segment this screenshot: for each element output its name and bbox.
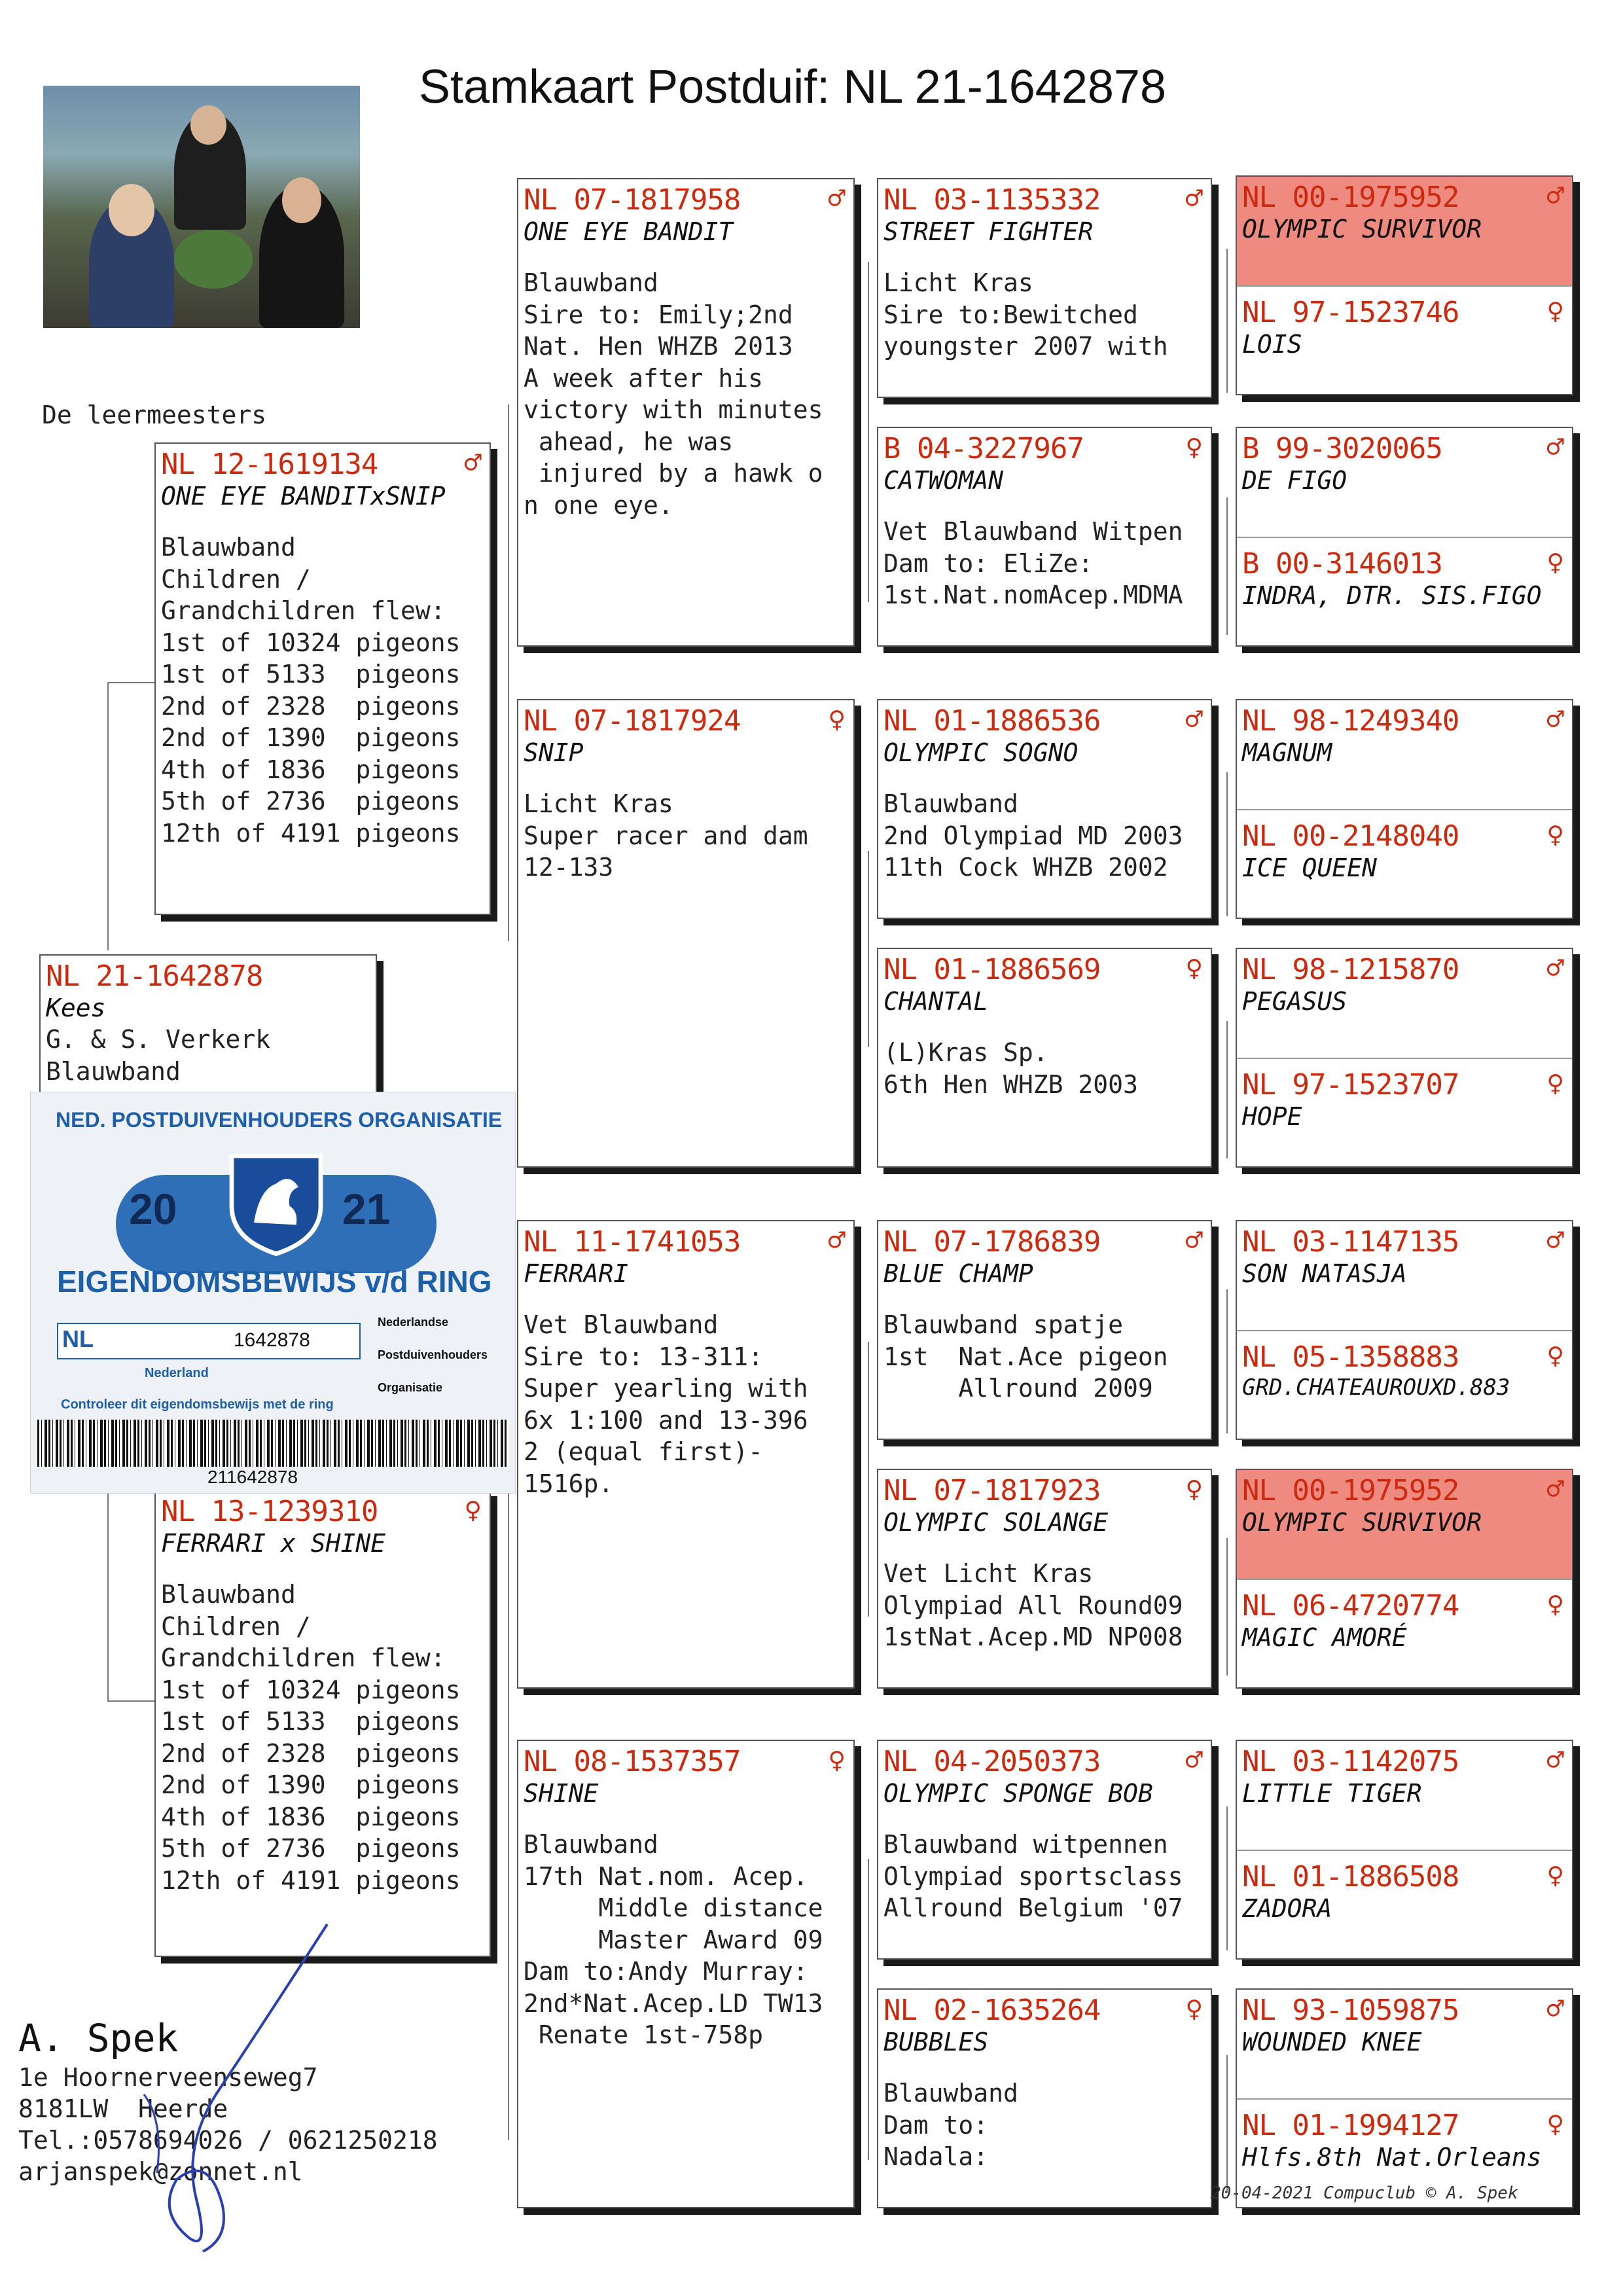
ring-number: NL 93-1059875 — [1242, 1994, 1459, 2027]
gen4-pair-card — [1236, 175, 1573, 395]
certificate-land: Nederland — [145, 1366, 209, 1380]
page-title: Stamkaart Postduif: NL 21-1642878 — [419, 61, 1167, 113]
sire-card — [154, 442, 491, 915]
female-symbol: ♀ — [828, 703, 846, 736]
female-symbol: ♀ — [1546, 818, 1564, 852]
male-symbol: ♂ — [1546, 1744, 1564, 1777]
male-symbol: ♂ — [828, 182, 846, 215]
pigeon-name: MAGIC AMORÉ — [1242, 1623, 1407, 1652]
great-grandparent-card — [877, 427, 1212, 647]
ring-number: NL 01-1994127 — [1242, 2109, 1459, 2142]
male-symbol: ♂ — [1546, 1224, 1564, 1257]
pigeon-name: MAGNUM — [1242, 738, 1332, 767]
barcode-number: 211642878 — [207, 1467, 298, 1487]
pigeon-name: BUBBLES — [883, 2028, 989, 2056]
male-symbol: ♂ — [1546, 179, 1564, 213]
female-symbol: ♀ — [1546, 1067, 1564, 1100]
great-grandparent-card — [877, 1469, 1212, 1689]
dam-name: FERRARI x SHINE — [161, 1529, 386, 1558]
female-symbol: ♀ — [1546, 1859, 1564, 1892]
ring-number: NL 05-1358883 — [1242, 1340, 1459, 1374]
pigeon-notes: (L)Kras Sp. 6th Hen WHZB 2003 — [883, 1038, 1138, 1099]
pigeon-name: Hlfs.8th Nat.Orleans — [1242, 2143, 1542, 2172]
gen4-pair-card — [1236, 1988, 1573, 2208]
footer-credit: 20-04-2021 Compuclub © A. Spek — [1211, 2183, 1518, 2203]
pigeon-notes: Blauwband witpennen Olympiad sportsclass Allround Belgium '07 — [883, 1830, 1183, 1922]
ring-number: NL 01-1886508 — [1242, 1860, 1459, 1893]
owners-photo — [43, 86, 360, 328]
pigeon-name: ICE QUEEN — [1242, 853, 1377, 882]
subject-breeder: G. & S. Verkerk — [46, 1025, 271, 1054]
gen4-pair-card — [1236, 1220, 1573, 1440]
male-symbol: ♂ — [1185, 703, 1203, 736]
female-symbol: ♀ — [1546, 1339, 1564, 1372]
female-symbol: ♀ — [1546, 295, 1564, 328]
ring-number: NL 06-4720774 — [1242, 1589, 1459, 1623]
female-symbol: ♀ — [1546, 546, 1564, 579]
ring-number: NL 07-1817923 — [883, 1474, 1101, 1507]
female-symbol: ♀ — [1185, 1992, 1203, 2026]
subject-ring: NL 21-1642878 — [46, 960, 263, 993]
male-symbol: ♂ — [1546, 952, 1564, 985]
ring-number: NL 11-1741053 — [524, 1225, 741, 1259]
pigeon-name: GRD.CHATEAUROUXD.883 — [1242, 1374, 1510, 1401]
ring-number: NL 03-1135332 — [883, 183, 1101, 217]
pigeon-notes: Vet Blauwband Witpen Dam to: EliZe: 1st.Nat.nomAcep.MDMA — [883, 517, 1183, 609]
female-symbol: ♀ — [464, 1494, 482, 1527]
ring-number: NL 07-1786839 — [883, 1225, 1101, 1259]
pigeon-name: ONE EYE BANDIT — [524, 217, 734, 246]
ring-number: NL 97-1523746 — [1242, 296, 1459, 329]
ring-number: NL 03-1142075 — [1242, 1745, 1459, 1778]
dam-ring: NL 13-1239310 — [161, 1495, 378, 1528]
subject-color: Blauwband — [46, 1056, 181, 1086]
gen4-pair-card — [1236, 948, 1573, 1168]
owner-name: A. Spek — [18, 2016, 179, 2060]
ring-number: NL 00-2148040 — [1242, 819, 1459, 853]
pigeon-notes: Licht Kras Sire to:Bewitched youngster 2007 with — [883, 268, 1168, 361]
certificate-org: NED. POSTDUIVENHOUDERS ORGANISATIE — [56, 1108, 503, 1132]
barcode — [37, 1420, 508, 1467]
female-symbol: ♀ — [1185, 952, 1203, 985]
female-symbol: ♀ — [1546, 1588, 1564, 1621]
ring-number: NL 01-1886536 — [883, 704, 1101, 738]
female-symbol: ♀ — [1185, 431, 1203, 464]
pigeon-notes: Vet Blauwband Sire to: 13-311: Super yearling with 6x 1:100 and 13-396 2 (equal first)- 1516p. — [524, 1310, 808, 1498]
pigeon-name: SNIP — [524, 738, 584, 767]
female-symbol: ♀ — [828, 1744, 846, 1777]
subject-name: Kees — [46, 994, 106, 1022]
pigeon-name: SON NATASJA — [1242, 1259, 1407, 1288]
grandparent-card — [517, 699, 855, 1168]
sire-notes: Blauwband Children / Grandchildren flew: 1st of 10324 pigeons 1st of 5133 pigeons 2nd of 2328 pigeons 2nd of 1390 pigeons 4th of 1836 pigeons 5th of 2736 pigeons 12th of 4191 pigeons — [161, 533, 461, 848]
pigeon-notes: Vet Licht Kras Olympiad All Round09 1stNat.Acep.MD NP008 — [883, 1559, 1183, 1651]
certificate-control-text: Controleer dit eigendomsbewijs met de ring — [61, 1397, 334, 1412]
pigeon-name: LOIS — [1242, 330, 1302, 359]
great-grandparent-card — [877, 178, 1212, 398]
male-symbol: ♂ — [1546, 1473, 1564, 1506]
sire-name: ONE EYE BANDITxSNIP — [161, 482, 446, 511]
ring-number: B 04-3227967 — [883, 432, 1084, 465]
owner-address: 1e Hoornerveenseweg7 8181LW Heerde Tel.:0578694026 / 0621250218 arjanspek@zonnet.nl — [18, 2063, 438, 2186]
ring-number: NL 97-1523707 — [1242, 1068, 1459, 1102]
pigeon-name: DE FIGO — [1242, 466, 1347, 495]
pigeon-name: OLYMPIC SPONGE BOB — [883, 1779, 1153, 1808]
pigeon-name: WOUNDED KNEE — [1242, 2028, 1422, 2056]
ring-number: NL 00-1975952 — [1242, 1474, 1459, 1507]
pigeon-name: OLYMPIC SOLANGE — [883, 1508, 1109, 1537]
ring-number: B 99-3020065 — [1242, 432, 1442, 465]
pigeon-notes: Blauwband Dam to: Nadala: — [883, 2079, 1018, 2171]
ring-number: B 00-3146013 — [1242, 547, 1442, 581]
pigeon-notes: Blauwband 2nd Olympiad MD 2003 11th Cock WHZB 2002 — [883, 789, 1183, 882]
great-grandparent-card — [877, 1220, 1212, 1440]
pigeon-name: BLUE CHAMP — [883, 1259, 1033, 1288]
lion-crest-icon — [221, 1145, 332, 1256]
pigeon-notes: Blauwband Sire to: Emily;2nd Nat. Hen WHZB 2013 A week after his victory with minutes ahead, he was injured by a hawk o n one eye. — [524, 268, 823, 520]
female-symbol: ♀ — [1185, 1473, 1203, 1506]
gen4-pair-card — [1236, 699, 1573, 919]
pigeon-name: OLYMPIC SURVIVOR — [1242, 215, 1482, 243]
ring-number: NL 00-1975952 — [1242, 181, 1459, 214]
ring-number: NL 04-2050373 — [883, 1745, 1101, 1778]
pigeon-name: OLYMPIC SURVIVOR — [1242, 1508, 1482, 1537]
great-grandparent-card — [877, 1740, 1212, 1960]
teachers-label: De leermeesters — [42, 401, 267, 429]
pigeon-name: FERRARI — [524, 1259, 629, 1288]
grandparent-card — [517, 1220, 855, 1689]
pigeon-name: INDRA, DTR. SIS.FIGO — [1242, 581, 1542, 610]
grandparent-card — [517, 178, 855, 647]
pigeon-name: PEGASUS — [1242, 987, 1347, 1016]
ring-number: NL 98-1215870 — [1242, 953, 1459, 986]
ring-number: NL 98-1249340 — [1242, 704, 1459, 738]
ring-number: NL 08-1537357 — [524, 1745, 741, 1778]
male-symbol: ♂ — [1546, 703, 1564, 736]
male-symbol: ♂ — [828, 1224, 846, 1257]
pigeon-notes: Licht Kras Super racer and dam 12-133 — [524, 789, 808, 882]
male-symbol: ♂ — [1546, 431, 1564, 464]
great-grandparent-card — [877, 699, 1212, 919]
ring-number: NL 01-1886569 — [883, 953, 1101, 986]
certificate-country: NL — [62, 1325, 94, 1352]
pigeon-name: SHINE — [524, 1779, 599, 1808]
npo-letters: Nederlandse Postduivenhouders Organisatie — [378, 1316, 488, 1394]
great-grandparent-card — [877, 1988, 1212, 2208]
male-symbol: ♂ — [464, 446, 482, 480]
subject-card — [39, 954, 377, 1098]
pigeon-name: OLYMPIC SOGNO — [883, 738, 1079, 767]
male-symbol: ♂ — [1185, 1224, 1203, 1257]
gen4-pair-card — [1236, 1469, 1573, 1689]
signature — [118, 1898, 380, 2265]
dam-card — [154, 1490, 491, 1957]
pigeon-name: CHANTAL — [883, 987, 989, 1016]
ring-number: NL 03-1147135 — [1242, 1225, 1459, 1259]
gen4-pair-card — [1236, 1740, 1573, 1960]
pigeon-notes: Blauwband spatje 1st Nat.Ace pigeon Allround 2009 — [883, 1310, 1168, 1403]
certificate-number: 1642878 — [234, 1329, 310, 1351]
male-symbol: ♂ — [1546, 1992, 1564, 2026]
ring-ownership-certificate — [30, 1092, 516, 1494]
grandparent-card — [517, 1740, 855, 2208]
dam-notes: Blauwband Children / Grandchildren flew: 1st of 10324 pigeons 1st of 5133 pigeons 2nd of 2328 pigeons 2nd of 1390 pigeons 4th of 1836 pigeons 5th of 2736 pigeons 12th of 4191 pigeons — [161, 1580, 461, 1895]
sire-ring: NL 12-1619134 — [161, 448, 378, 481]
ring-number: NL 02-1635264 — [883, 1994, 1101, 2027]
pigeon-name: CATWOMAN — [883, 466, 1004, 495]
great-grandparent-card — [877, 948, 1212, 1168]
male-symbol: ♂ — [1185, 1744, 1203, 1777]
year-right: 21 — [342, 1185, 391, 1233]
ring-number-field — [57, 1323, 361, 1359]
male-symbol: ♂ — [1185, 182, 1203, 215]
gen4-pair-card — [1236, 427, 1573, 647]
ring-number: NL 07-1817924 — [524, 704, 741, 738]
pigeon-name: ZADORA — [1242, 1894, 1332, 1923]
pigeon-name: LITTLE TIGER — [1242, 1779, 1422, 1808]
ring-number: NL 07-1817958 — [524, 183, 741, 217]
year-left: 20 — [129, 1185, 177, 1233]
pigeon-notes: Blauwband 17th Nat.nom. Acep. Middle distance Master Award 09 Dam to:Andy Murray: 2nd*Nat.Acep.LD TW13 Renate 1st-758p — [524, 1830, 823, 2049]
pigeon-name: HOPE — [1242, 1102, 1302, 1131]
female-symbol: ♀ — [1546, 2108, 1564, 2141]
pigeon-name: STREET FIGHTER — [883, 217, 1094, 246]
certificate-title: EIGENDOMSBEWIJS v/d RING — [57, 1265, 492, 1299]
